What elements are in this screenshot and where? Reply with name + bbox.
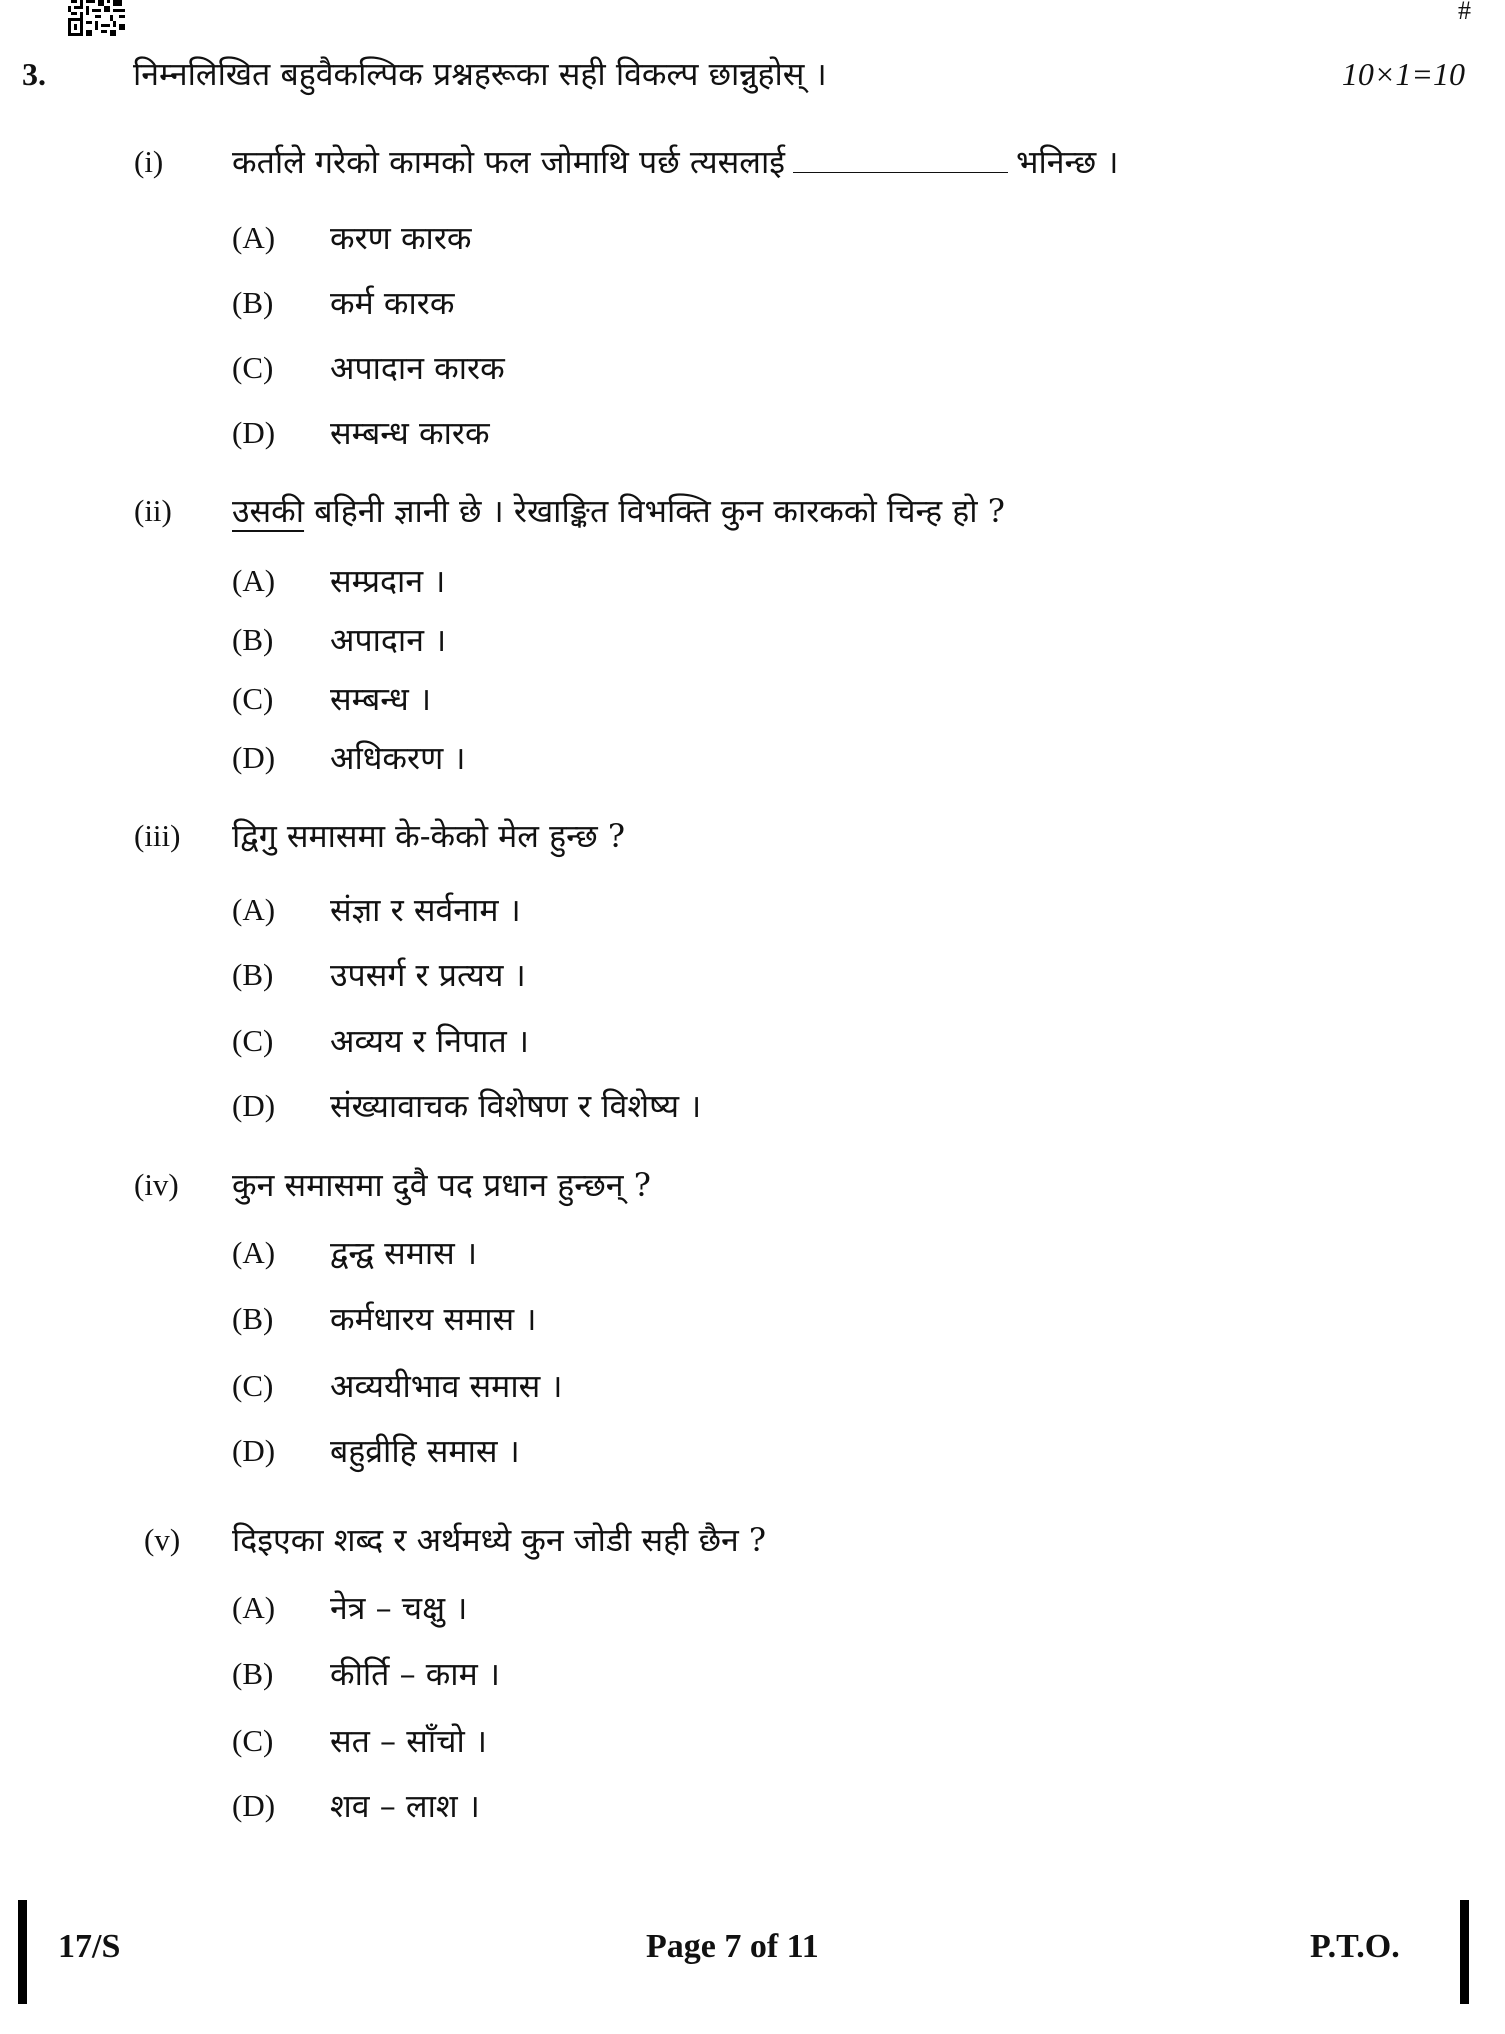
underlined-word: उसकी xyxy=(232,492,305,530)
option-text: अव्यय र निपात । xyxy=(330,1022,529,1060)
option-letter: (B) xyxy=(232,957,274,992)
footer-right-bar xyxy=(1460,1900,1469,2004)
option-letter: (D) xyxy=(232,1088,276,1123)
option-letter: (A) xyxy=(232,1590,276,1625)
option-letter: (C) xyxy=(232,681,274,716)
subquestion-number: (i) xyxy=(134,144,164,179)
option-text: अपादान । xyxy=(330,621,447,659)
option-letter: (B) xyxy=(232,1656,274,1691)
option-text: अपादान कारक xyxy=(330,349,505,387)
option-text: संज्ञा र सर्वनाम । xyxy=(330,891,521,929)
footer-left-bar xyxy=(18,1900,27,2004)
subquestion-number: (ii) xyxy=(134,493,172,528)
option-letter: (A) xyxy=(232,892,276,927)
subquestion-number: (v) xyxy=(144,1522,181,1557)
fill-in-blank xyxy=(793,146,1008,173)
subquestion-text xyxy=(232,140,1118,183)
option-text: कीर्ति – काम । xyxy=(330,1655,501,1693)
page-number: Page 7 of 11 xyxy=(646,1928,819,1965)
option-letter: (D) xyxy=(232,1433,276,1468)
question-text-part: भनिन्छ । xyxy=(1016,143,1119,181)
option-letter: (B) xyxy=(232,285,274,320)
option-text: शव – लाश । xyxy=(330,1787,480,1825)
hash-mark: # xyxy=(1458,0,1471,25)
option-letter: (C) xyxy=(232,350,274,385)
option-text: सम्प्रदान । xyxy=(330,562,446,600)
question-number: 3. xyxy=(22,56,46,92)
option-text: सम्बन्ध । xyxy=(330,680,432,718)
option-text: सम्बन्ध कारक xyxy=(330,414,490,452)
option-text: करण कारक xyxy=(330,219,472,257)
option-text: अधिकरण । xyxy=(330,739,466,777)
option-letter: (A) xyxy=(232,1235,276,1270)
option-letter: (D) xyxy=(232,1788,276,1823)
option-letter: (D) xyxy=(232,415,276,450)
subquestion-text: कुन समासमा दुवै पद प्रधान हुन्छन् ? xyxy=(232,1166,651,1204)
marks-allocation: 10×1=10 xyxy=(1341,56,1465,92)
question-text-part: कर्ताले गरेको कामको फल जोमाथि पर्छ त्यसलाई xyxy=(232,143,786,181)
option-text: कर्म कारक xyxy=(330,284,455,322)
option-text: संख्यावाचक विशेषण र विशेष्य । xyxy=(330,1087,702,1125)
option-letter: (A) xyxy=(232,563,276,598)
subquestion-number: (iii) xyxy=(134,818,181,853)
subquestion-text: दिइएका शब्द र अर्थमध्ये कुन जोडी सही छैन ? xyxy=(232,1521,767,1559)
subquestion-text xyxy=(232,489,1005,532)
option-text: अव्ययीभाव समास । xyxy=(330,1367,563,1405)
question-text-part: बहिनी ज्ञानी छे । रेखाङ्कित विभक्ति कुन कारकको चिन्ह हो ? xyxy=(304,492,1005,530)
option-letter: (D) xyxy=(232,740,276,775)
option-text: नेत्र – चक्षु । xyxy=(330,1589,468,1627)
option-letter: (A) xyxy=(232,220,276,255)
option-letter: (B) xyxy=(232,1301,274,1336)
pto-label: P.T.O. xyxy=(1310,1928,1400,1965)
paper-code: 17/S xyxy=(58,1928,121,1965)
option-text: सत – साँचो । xyxy=(330,1722,488,1760)
option-text: द्वन्द्व समास । xyxy=(330,1234,478,1272)
subquestion-text: द्विगु समासमा के-केको मेल हुन्छ ? xyxy=(232,817,626,855)
option-letter: (B) xyxy=(232,622,274,657)
question-instruction: निम्नलिखित बहुवैकल्पिक प्रश्नहरूका सही विकल्प छान्नुहोस् । xyxy=(133,55,827,93)
option-text: बहुव्रीहि समास । xyxy=(330,1432,520,1470)
subquestion-number: (iv) xyxy=(134,1167,179,1202)
option-text: उपसर्ग र प्रत्यय । xyxy=(330,956,526,994)
option-letter: (C) xyxy=(232,1368,274,1403)
option-text: कर्मधारय समास । xyxy=(330,1300,537,1338)
qr-code-icon xyxy=(68,0,128,36)
option-letter: (C) xyxy=(232,1023,274,1058)
option-letter: (C) xyxy=(232,1723,274,1758)
